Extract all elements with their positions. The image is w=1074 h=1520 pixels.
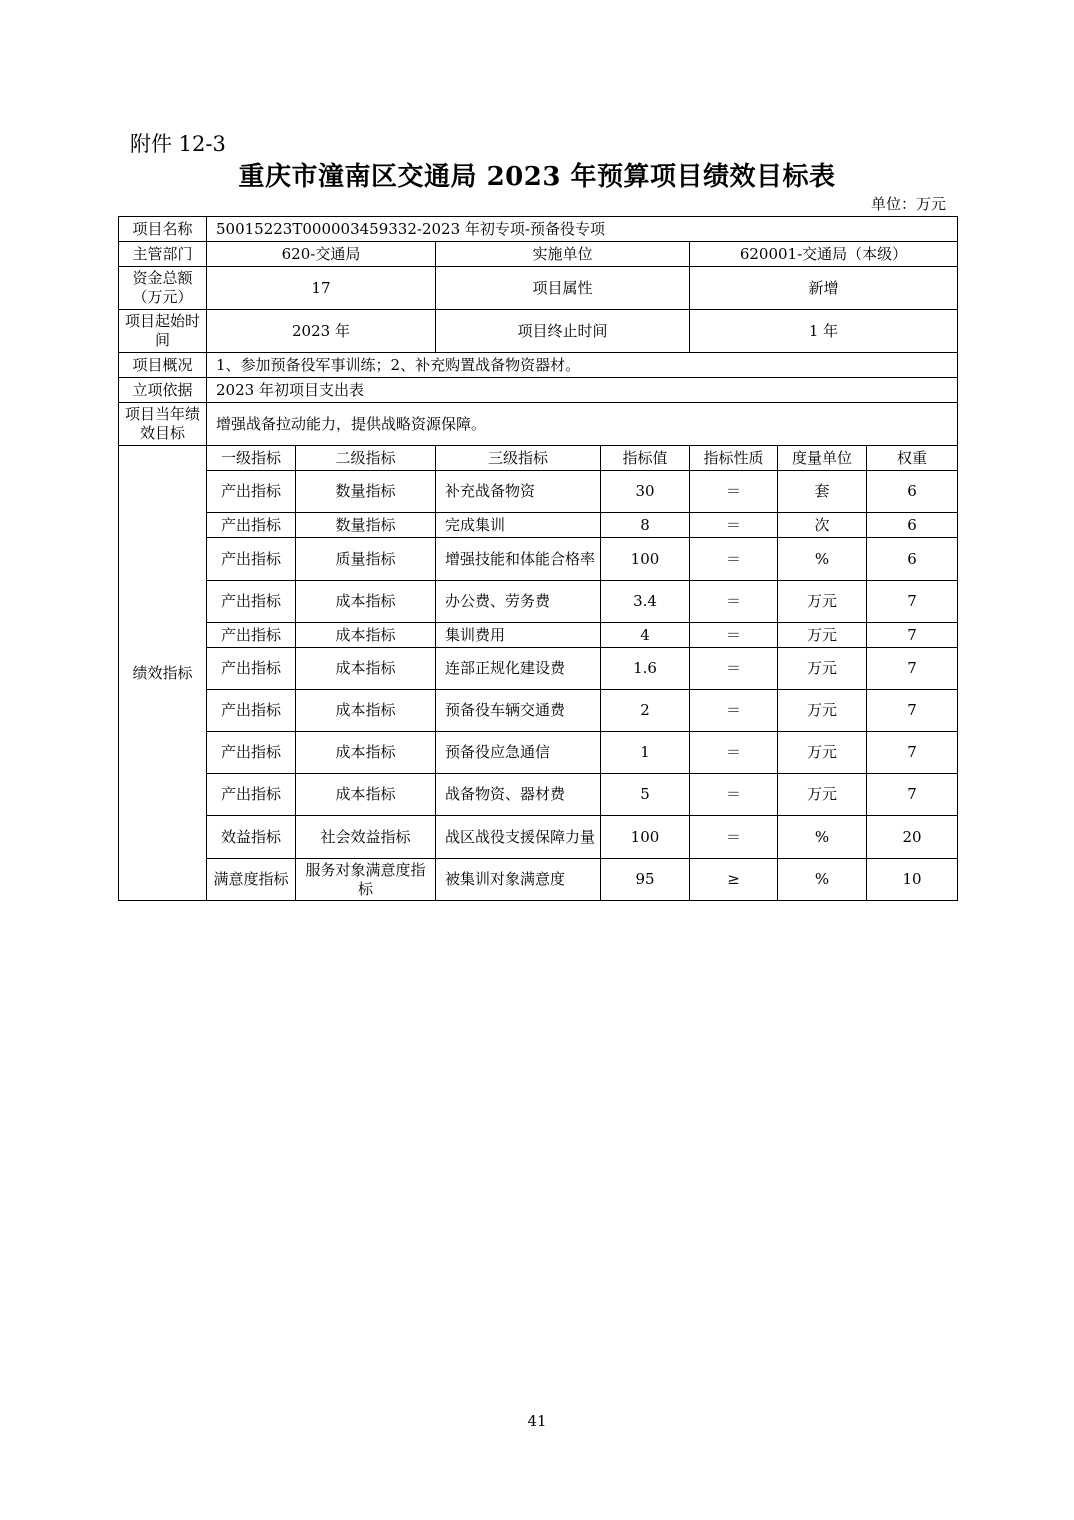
indicator-cell: 套 xyxy=(778,471,867,513)
indicator-cell: ＝ xyxy=(690,816,778,859)
indicator-row xyxy=(119,648,958,690)
row-department xyxy=(119,242,958,267)
indicator-cell: 预备役应急通信 xyxy=(436,732,601,774)
project-name-value: 50015223T000003459332-2023 年初专项-预备役专项 xyxy=(207,217,958,242)
indicator-cell: 产出指标 xyxy=(207,581,296,623)
indicator-cell: 7 xyxy=(867,623,958,648)
end-time-value: 1 年 xyxy=(690,310,958,353)
indicator-cell: 100 xyxy=(601,538,690,581)
indicator-header-cell: 指标性质 xyxy=(690,446,778,471)
indicator-header-cell: 二级指标 xyxy=(296,446,436,471)
indicator-cell: 7 xyxy=(867,774,958,816)
indicator-cell: 增强技能和体能合格率 xyxy=(436,538,601,581)
attachment-label: 附件 12-3 xyxy=(130,132,226,156)
indicator-cell: 5 xyxy=(601,774,690,816)
indicator-row xyxy=(119,513,958,538)
indicator-cell: ＝ xyxy=(690,513,778,538)
fund-total-value: 17 xyxy=(207,267,436,310)
indicator-cell: 万元 xyxy=(778,732,867,774)
indicator-header-cell: 三级指标 xyxy=(436,446,601,471)
indicator-cell: 补充战备物资 xyxy=(436,471,601,513)
indicator-row xyxy=(119,538,958,581)
page-number: 41 xyxy=(527,1412,547,1430)
indicator-cell: ＝ xyxy=(690,690,778,732)
indicator-cell: % xyxy=(778,859,867,901)
indicator-cell: 7 xyxy=(867,732,958,774)
indicator-row xyxy=(119,581,958,623)
indicator-cell: 7 xyxy=(867,648,958,690)
indicator-header-row xyxy=(119,446,958,471)
row-annual-goal xyxy=(119,403,958,446)
indicator-row xyxy=(119,732,958,774)
project-attribute-label: 项目属性 xyxy=(436,267,690,310)
indicator-cell: 万元 xyxy=(778,581,867,623)
indicator-cell: 预备役车辆交通费 xyxy=(436,690,601,732)
indicator-row xyxy=(119,816,958,859)
indicator-cell: 次 xyxy=(778,513,867,538)
indicator-cell: % xyxy=(778,816,867,859)
indicator-header-cell: 度量单位 xyxy=(778,446,867,471)
indicator-cell: ＝ xyxy=(690,648,778,690)
row-overview xyxy=(119,353,958,378)
indicator-cell: 成本指标 xyxy=(296,623,436,648)
department-label: 主管部门 xyxy=(119,242,207,267)
end-time-label: 项目终止时间 xyxy=(436,310,690,353)
indicator-cell: ＝ xyxy=(690,581,778,623)
indicator-header-cell: 指标值 xyxy=(601,446,690,471)
indicator-group-label: 绩效指标 xyxy=(119,446,207,901)
row-project-name xyxy=(119,217,958,242)
indicator-cell: 产出指标 xyxy=(207,538,296,581)
indicator-cell: 6 xyxy=(867,513,958,538)
indicator-cell: 95 xyxy=(601,859,690,901)
indicator-cell: 1 xyxy=(601,732,690,774)
indicator-cell: 产出指标 xyxy=(207,623,296,648)
indicator-cell: 2 xyxy=(601,690,690,732)
overview-label: 项目概况 xyxy=(119,353,207,378)
indicator-row xyxy=(119,774,958,816)
indicator-cell: 社会效益指标 xyxy=(296,816,436,859)
indicator-cell: 100 xyxy=(601,816,690,859)
indicator-cell: 7 xyxy=(867,690,958,732)
indicator-cell: 20 xyxy=(867,816,958,859)
indicator-cell: ＝ xyxy=(690,774,778,816)
indicator-cell: 办公费、劳务费 xyxy=(436,581,601,623)
indicator-cell: 成本指标 xyxy=(296,732,436,774)
document-title: 重庆市潼南区交通局 2023 年预算项目绩效目标表 xyxy=(238,162,836,192)
indicator-cell: 万元 xyxy=(778,648,867,690)
indicator-cell: 被集训对象满意度 xyxy=(436,859,601,901)
indicator-cell: 产出指标 xyxy=(207,690,296,732)
overview-value: 1、参加预备役军事训练；2、补充购置战备物资器材。 xyxy=(207,353,958,378)
indicator-cell: 战区战役支援保障力量 xyxy=(436,816,601,859)
indicator-cell: 数量指标 xyxy=(296,471,436,513)
indicator-row xyxy=(119,471,958,513)
indicator-cell: 产出指标 xyxy=(207,648,296,690)
indicator-cell: 效益指标 xyxy=(207,816,296,859)
indicator-cell: 成本指标 xyxy=(296,648,436,690)
indicator-cell: 30 xyxy=(601,471,690,513)
performance-target-table xyxy=(118,216,958,901)
indicator-cell: 战备物资、器材费 xyxy=(436,774,601,816)
indicator-cell: 1.6 xyxy=(601,648,690,690)
indicator-cell: 7 xyxy=(867,581,958,623)
indicator-cell: 10 xyxy=(867,859,958,901)
indicator-header-cell: 权重 xyxy=(867,446,958,471)
implementing-unit-value: 620001-交通局（本级） xyxy=(690,242,958,267)
project-attribute-value: 新增 xyxy=(690,267,958,310)
fund-total-label: 资金总额（万元） xyxy=(119,267,207,310)
indicator-cell: 服务对象满意度指标 xyxy=(296,859,436,901)
indicator-cell: 连部正规化建设费 xyxy=(436,648,601,690)
indicator-cell: 集训费用 xyxy=(436,623,601,648)
indicator-header-cell: 一级指标 xyxy=(207,446,296,471)
row-fund xyxy=(119,267,958,310)
indicator-row xyxy=(119,690,958,732)
indicator-cell: ＝ xyxy=(690,623,778,648)
annual-goal-value: 增强战备拉动能力，提供战略资源保障。 xyxy=(207,403,958,446)
start-time-value: 2023 年 xyxy=(207,310,436,353)
indicator-cell: 产出指标 xyxy=(207,774,296,816)
indicator-cell: 6 xyxy=(867,471,958,513)
department-value: 620-交通局 xyxy=(207,242,436,267)
indicator-cell: 完成集训 xyxy=(436,513,601,538)
indicator-cell: ＝ xyxy=(690,732,778,774)
indicator-cell: 万元 xyxy=(778,690,867,732)
unit-label: 单位：万元 xyxy=(870,195,946,213)
indicator-cell: ＝ xyxy=(690,471,778,513)
indicator-cell: 6 xyxy=(867,538,958,581)
indicator-cell: 成本指标 xyxy=(296,581,436,623)
indicator-cell: 8 xyxy=(601,513,690,538)
indicator-cell: 满意度指标 xyxy=(207,859,296,901)
indicator-cell: 万元 xyxy=(778,623,867,648)
basis-value: 2023 年初项目支出表 xyxy=(207,378,958,403)
indicator-cell: 产出指标 xyxy=(207,471,296,513)
start-time-label: 项目起始时间 xyxy=(119,310,207,353)
indicator-cell: 产出指标 xyxy=(207,513,296,538)
annual-goal-label: 项目当年绩效目标 xyxy=(119,403,207,446)
row-basis xyxy=(119,378,958,403)
indicator-row xyxy=(119,623,958,648)
indicator-cell: 数量指标 xyxy=(296,513,436,538)
indicator-cell: 3.4 xyxy=(601,581,690,623)
indicator-cell: % xyxy=(778,538,867,581)
indicator-cell: 4 xyxy=(601,623,690,648)
indicator-cell: 成本指标 xyxy=(296,690,436,732)
implementing-unit-label: 实施单位 xyxy=(436,242,690,267)
indicator-cell: 成本指标 xyxy=(296,774,436,816)
indicator-cell: ≥ xyxy=(690,859,778,901)
indicator-cell: 质量指标 xyxy=(296,538,436,581)
project-name-label: 项目名称 xyxy=(119,217,207,242)
indicator-cell: 万元 xyxy=(778,774,867,816)
indicator-cell: 产出指标 xyxy=(207,732,296,774)
basis-label: 立项依据 xyxy=(119,378,207,403)
indicator-cell: ＝ xyxy=(690,538,778,581)
row-period xyxy=(119,310,958,353)
indicator-row xyxy=(119,859,958,901)
